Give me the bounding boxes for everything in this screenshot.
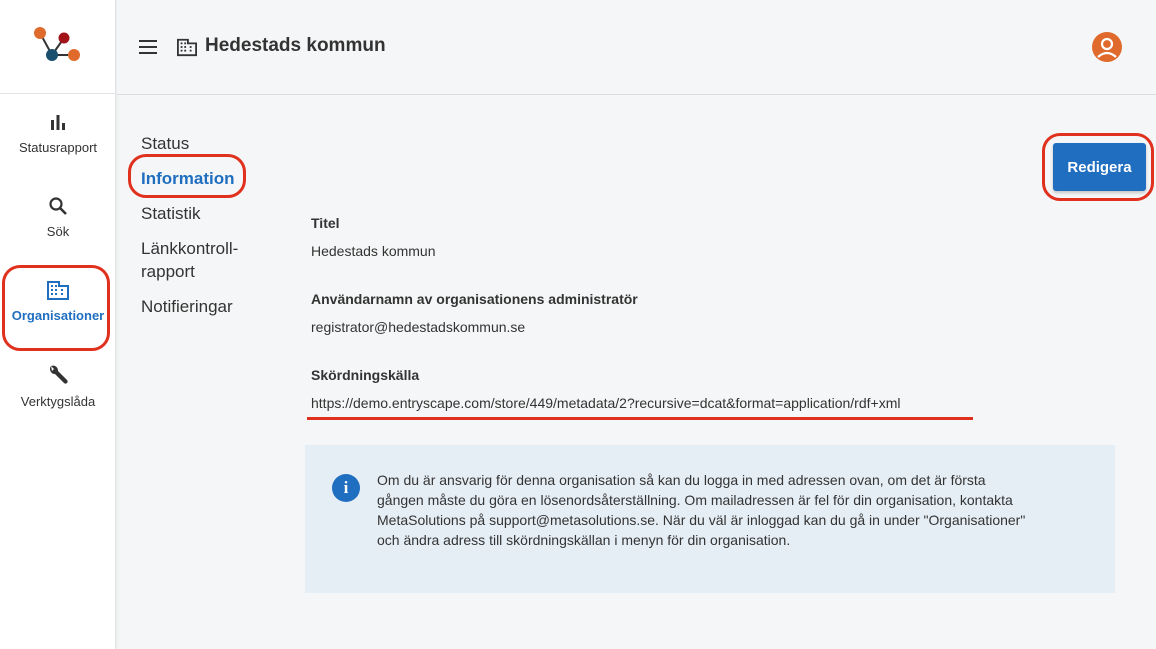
rail-item-statusrapport[interactable] bbox=[0, 112, 116, 155]
annotation-ring-information bbox=[128, 154, 246, 198]
logo[interactable] bbox=[0, 0, 115, 94]
bar-chart-icon bbox=[48, 112, 68, 132]
subnav-item-information[interactable]: Information bbox=[141, 169, 235, 188]
annotation-ring-edit-button bbox=[1042, 133, 1154, 201]
rail-item-label: Verktygslåda bbox=[20, 394, 96, 409]
field-value-admin: registrator@hedestadskommun.se bbox=[311, 319, 526, 335]
field-value-title: Hedestads kommun bbox=[311, 243, 436, 259]
page-title: Hedestads kommun bbox=[205, 35, 386, 56]
app-logo-icon bbox=[30, 25, 86, 69]
subnav-item-statistik[interactable]: Statistik bbox=[141, 204, 201, 223]
rail-item-verktygslada[interactable] bbox=[0, 364, 116, 409]
subnav-item-notifieringar[interactable]: Notifieringar bbox=[141, 297, 233, 316]
menu-icon[interactable] bbox=[139, 40, 157, 54]
info-box bbox=[305, 445, 1115, 593]
rail-item-label: Organisationer bbox=[11, 308, 105, 323]
field-label-title: Titel bbox=[311, 215, 340, 231]
subnav-item-status[interactable]: Status bbox=[141, 134, 190, 153]
field-value-source-link[interactable]: https://demo.entryscape.com/store/449/metadata/2?recursive=dcat&format=application/rdf+xml bbox=[311, 395, 901, 411]
avatar[interactable] bbox=[1092, 32, 1122, 62]
info-icon: i bbox=[332, 474, 360, 502]
rail-item-label: Statusrapport bbox=[18, 140, 98, 155]
subnav-item-lankkontrollrapport[interactable]: Länkkontroll- rapport bbox=[141, 239, 239, 281]
wrench-icon bbox=[47, 364, 69, 386]
field-label-source: Skördningskälla bbox=[311, 367, 420, 383]
info-text: Om du är ansvarig för denna organisation så kan du logga in med adressen ovan, om det är första gången måste du göra en lösenordsåterställning. Om mailadressen är fel för din organisation, kontakta MetaSolutions på support@metasolutions.se. När du väl är inloggad kan du gå in under "Organisationer" och ändra adress till skördningskällan i menyn för din organisation. bbox=[377, 472, 1026, 548]
rail-item-sok[interactable] bbox=[0, 196, 116, 239]
user-icon bbox=[1092, 32, 1122, 62]
edit-button[interactable]: Redigera bbox=[1053, 143, 1146, 191]
building-icon bbox=[177, 37, 197, 57]
rail-item-label: Sök bbox=[46, 224, 70, 239]
field-label-admin: Användarnamn av organisationens administratör bbox=[311, 291, 638, 307]
search-icon bbox=[48, 196, 68, 216]
annotation-underline-source bbox=[307, 417, 973, 420]
top-header bbox=[117, 0, 1156, 95]
annotation-ring-organisationer bbox=[2, 265, 110, 351]
